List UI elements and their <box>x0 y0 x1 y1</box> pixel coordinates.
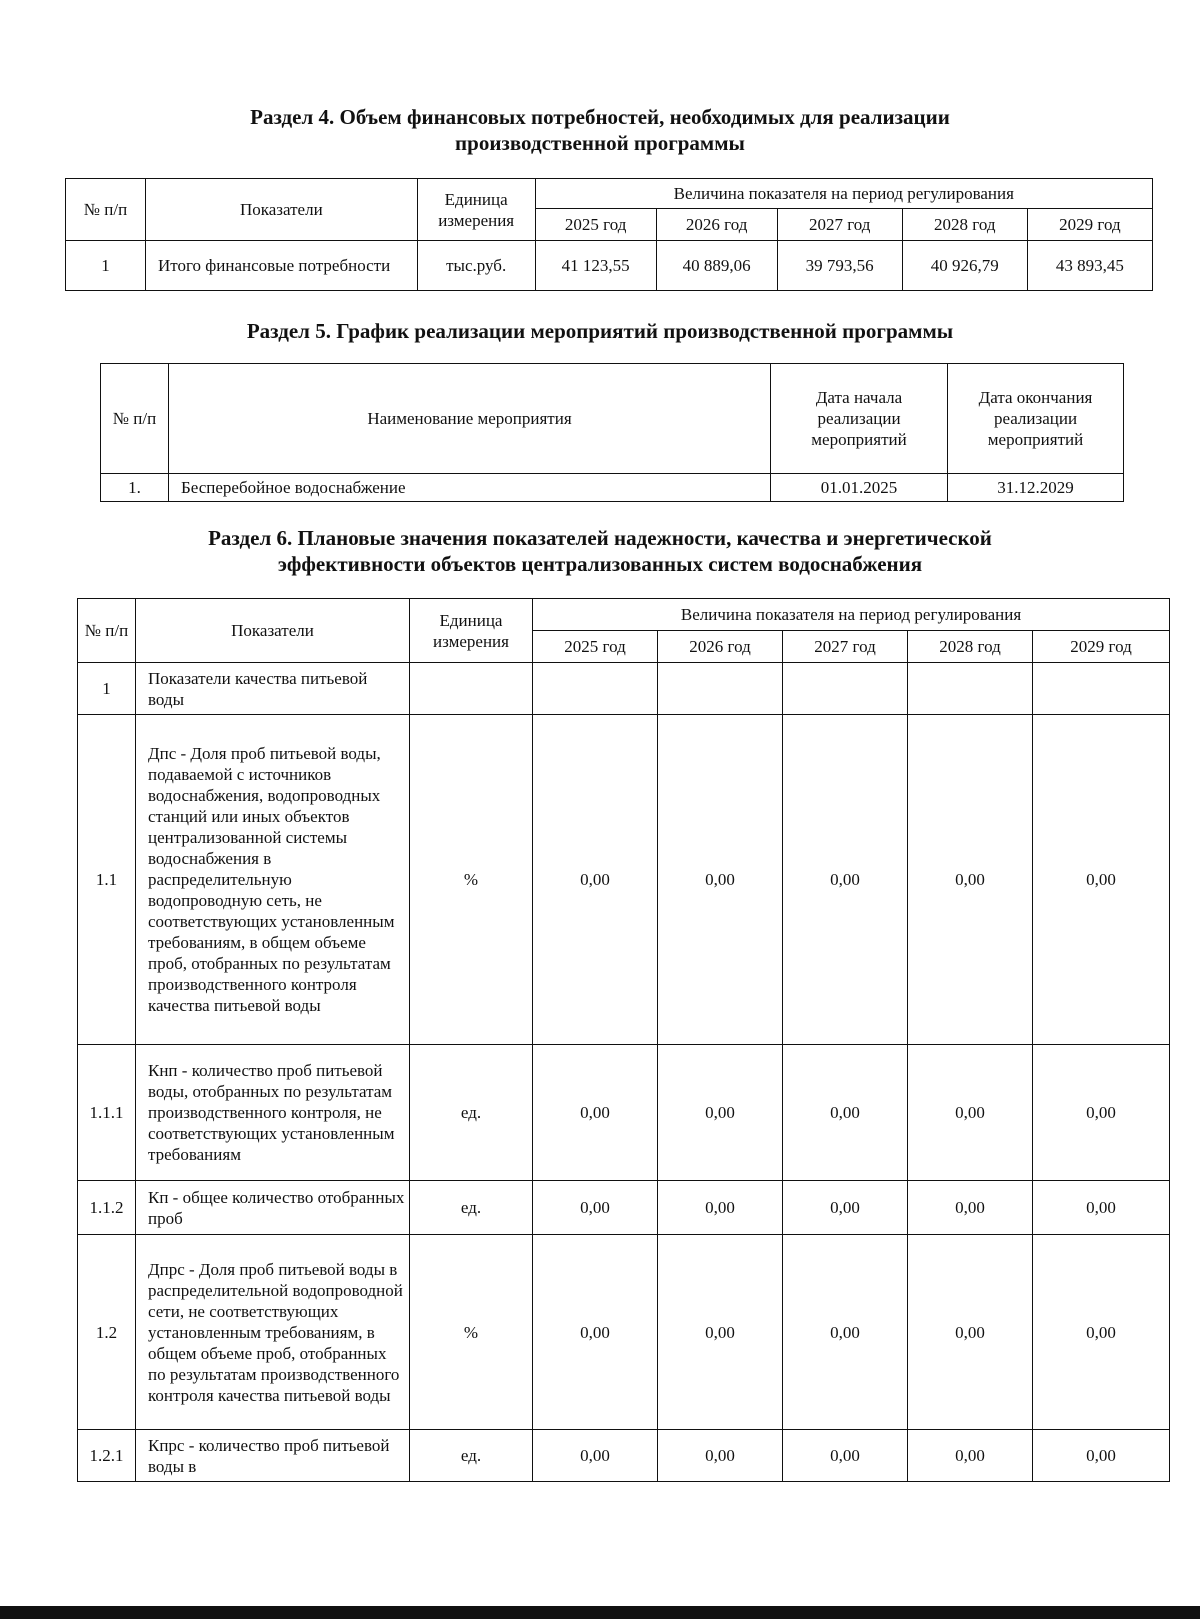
col-header-unit: Единица измерения <box>417 179 535 241</box>
row-value: 0,00 <box>783 1045 908 1181</box>
section6-title <box>0 525 1200 577</box>
year-header: 2025 год <box>533 631 658 663</box>
year-header: 2026 год <box>656 209 777 241</box>
row-value: 0,00 <box>658 1045 783 1181</box>
row-value: 0,00 <box>783 1235 908 1430</box>
row-value <box>1033 663 1170 715</box>
row-unit <box>410 663 533 715</box>
col-header-indicator: Показатели <box>145 179 417 241</box>
row-num: 1.1.2 <box>78 1181 136 1235</box>
table-row <box>66 241 1153 291</box>
row-value: 0,00 <box>658 1430 783 1482</box>
financial-needs-table <box>65 178 1153 291</box>
indicators-table <box>77 598 1170 1482</box>
row-unit: % <box>410 1235 533 1430</box>
row-unit: тыс.руб. <box>417 241 535 291</box>
year-header: 2025 год <box>535 209 656 241</box>
row-value: 0,00 <box>533 1045 658 1181</box>
year-header: 2029 год <box>1027 209 1152 241</box>
row-value: 0,00 <box>1033 1045 1170 1181</box>
row-name: Кнп - количество проб питьевой воды, отобранных по результатам производственного контроля, не соответствующих установленным требованиям <box>136 1045 410 1181</box>
table-row <box>78 1045 1170 1181</box>
row-unit: ед. <box>410 1045 533 1181</box>
row-value: 40 926,79 <box>902 241 1027 291</box>
row-num: 1 <box>66 241 146 291</box>
row-unit: ед. <box>410 1430 533 1482</box>
row-value: 0,00 <box>1033 1235 1170 1430</box>
row-value: 0,00 <box>908 1045 1033 1181</box>
year-header: 2026 год <box>658 631 783 663</box>
year-header: 2029 год <box>1033 631 1170 663</box>
row-value <box>783 663 908 715</box>
table-row <box>78 1430 1170 1482</box>
table-row <box>78 715 1170 1045</box>
section6-title-line2: эффективности объектов централизованных систем водоснабжения <box>277 552 923 576</box>
row-value <box>533 663 658 715</box>
row-num: 1.2.1 <box>78 1430 136 1482</box>
year-header: 2027 год <box>783 631 908 663</box>
table-row <box>78 663 1170 715</box>
row-num: 1.1 <box>78 715 136 1045</box>
row-value: 0,00 <box>783 1181 908 1235</box>
row-value: 40 889,06 <box>656 241 777 291</box>
col-header-num: № п/п <box>101 364 169 474</box>
row-name: Бесперебойное водоснабжение <box>169 474 771 502</box>
row-num: 1 <box>78 663 136 715</box>
row-name: Итого финансовые потребности <box>145 241 417 291</box>
row-value: 0,00 <box>908 715 1033 1045</box>
row-start: 01.01.2025 <box>771 474 948 502</box>
section4-title-line2: производственной программы <box>455 131 745 155</box>
row-num: 1.2 <box>78 1235 136 1430</box>
year-header: 2028 год <box>908 631 1033 663</box>
row-value: 41 123,55 <box>535 241 656 291</box>
row-value: 0,00 <box>908 1181 1033 1235</box>
col-header-num: № п/п <box>78 599 136 663</box>
row-value: 0,00 <box>533 1235 658 1430</box>
row-value: 0,00 <box>533 1430 658 1482</box>
row-value: 39 793,56 <box>777 241 902 291</box>
row-unit: ед. <box>410 1181 533 1235</box>
row-value: 0,00 <box>533 1181 658 1235</box>
row-name: Показатели качества питьевой воды <box>136 663 410 715</box>
table-row <box>78 1181 1170 1235</box>
section5-title <box>0 318 1200 344</box>
col-header-unit: Единица измерения <box>410 599 533 663</box>
col-header-start: Дата начала реализации мероприятий <box>771 364 948 474</box>
row-value: 0,00 <box>658 1235 783 1430</box>
section5-title-line: Раздел 5. График реализации мероприятий производственной программы <box>246 319 954 343</box>
row-name: Кп - общее количество отобранных проб <box>136 1181 410 1235</box>
row-value: 0,00 <box>1033 1430 1170 1482</box>
year-header: 2028 год <box>902 209 1027 241</box>
row-name: Кпрс - количество проб питьевой воды в <box>136 1430 410 1482</box>
year-header: 2027 год <box>777 209 902 241</box>
row-name: Дпрс - Доля проб питьевой воды в распределительной водопроводной сети, не соответствующих установленным требованиям, в общем объеме проб, отобранных по результатам производственного контроля качества питьевой воды <box>136 1235 410 1430</box>
scan-edge-bar <box>0 1606 1200 1619</box>
col-header-indicator: Показатели <box>136 599 410 663</box>
row-value: 43 893,45 <box>1027 241 1152 291</box>
table-row <box>78 1235 1170 1430</box>
row-value <box>658 663 783 715</box>
row-value: 0,00 <box>658 715 783 1045</box>
section4-title-line1: Раздел 4. Объем финансовых потребностей, необходимых для реализации <box>250 105 950 129</box>
row-value: 0,00 <box>533 715 658 1045</box>
row-value: 0,00 <box>783 715 908 1045</box>
col-header-num: № п/п <box>66 179 146 241</box>
row-end: 31.12.2029 <box>948 474 1124 502</box>
col-header-period: Величина показателя на период регулирования <box>533 599 1170 631</box>
section6-title-line1: Раздел 6. Плановые значения показателей надежности, качества и энергетической <box>208 526 992 550</box>
row-name: Дпс - Доля проб питьевой воды, подаваемой с источников водоснабжения, водопроводных станций или иных объектов централизованной системы водоснабжения в распределительную водопроводную сеть, не соответствующих установленным требованиям, в общем объеме проб, отобранных по результатам производственного контроля качества питьевой воды <box>136 715 410 1045</box>
row-value: 0,00 <box>1033 1181 1170 1235</box>
col-header-name: Наименование мероприятия <box>169 364 771 474</box>
section4-title <box>0 104 1200 156</box>
row-value: 0,00 <box>658 1181 783 1235</box>
table-row <box>101 474 1124 502</box>
row-num: 1.1.1 <box>78 1045 136 1181</box>
row-value: 0,00 <box>908 1430 1033 1482</box>
row-value: 0,00 <box>1033 715 1170 1045</box>
schedule-table <box>100 363 1124 502</box>
col-header-period: Величина показателя на период регулирования <box>535 179 1152 209</box>
row-value: 0,00 <box>908 1235 1033 1430</box>
row-num: 1. <box>101 474 169 502</box>
row-value: 0,00 <box>783 1430 908 1482</box>
row-unit: % <box>410 715 533 1045</box>
row-value <box>908 663 1033 715</box>
col-header-end: Дата окончания реализации мероприятий <box>948 364 1124 474</box>
